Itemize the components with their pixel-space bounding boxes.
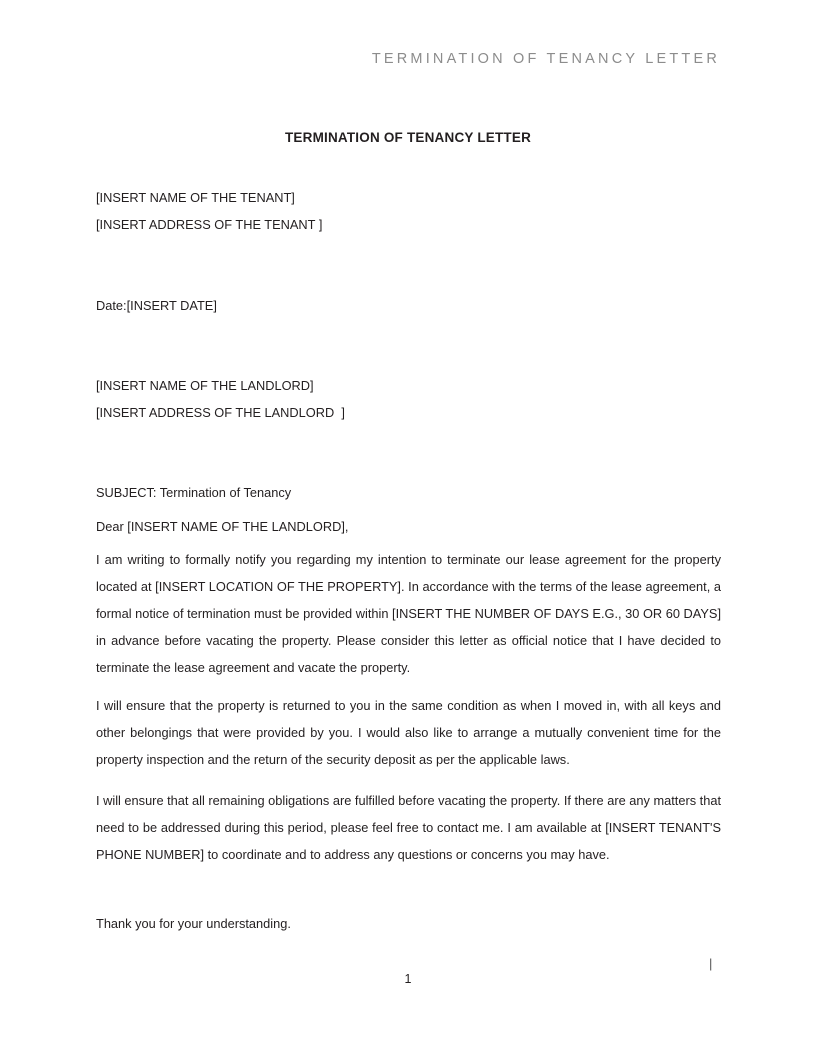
document-title: TERMINATION OF TENANCY LETTER [284, 130, 532, 145]
page-number: 1 [404, 972, 412, 986]
subject-line: SUBJECT: Termination of Tenancy [96, 485, 292, 500]
tenant-address-block [96, 184, 721, 238]
landlord-address-line: [INSERT ADDRESS OF THE LANDLORD ] [96, 405, 345, 420]
paragraph-1-block [96, 546, 721, 681]
running-header-text: TERMINATION OF TENANCY LETTER [371, 51, 720, 67]
salutation-block [96, 513, 721, 540]
closing-block [96, 910, 721, 937]
closing-thanks-line: Thank you for your understanding. [96, 916, 291, 931]
paragraph-1: I am writing to formally notify you regarding my intention to terminate our lease agreement for the property located at [INSERT LOCATION OF THE PROPERTY]. In accordance with the terms of the lease agreement, a formal notice of termination must be provided within [INSERT THE NUMBER OF DAYS E.G., 30 OR 60 DAYS] in advance before vacating the property. Please consider this letter as official notice that I have decided to terminate the lease agreement and vacate the property. [96, 552, 721, 675]
paragraph-2-block [96, 692, 721, 773]
date-line: Date:[INSERT DATE] [96, 298, 217, 313]
tenant-name-line: [INSERT NAME OF THE TENANT] [96, 190, 295, 205]
running-header [96, 44, 720, 74]
paragraph-3-block [96, 787, 721, 868]
tenant-address-line: [INSERT ADDRESS OF THE TENANT ] [96, 217, 323, 232]
landlord-address-block [96, 372, 721, 426]
date-block [96, 292, 721, 319]
landlord-name-line: [INSERT NAME OF THE LANDLORD] [96, 378, 314, 393]
subject-block [96, 479, 721, 506]
paragraph-2: I will ensure that the property is returned to you in the same condition as when I moved in, with all keys and other belongings that were provided by you. I would also like to arrange a mutually convenient time for the property inspection and the return of the security deposit as per the applicable laws. [96, 698, 721, 767]
paragraph-3: I will ensure that all remaining obligations are fulfilled before vacating the property. If there are any matters that need to be addressed during this period, please feel free to contact me. I am available at [INSERT TENANT'S PHONE NUMBER] to coordinate and to address any questions or concerns you may have. [96, 793, 722, 862]
salutation-line: Dear [INSERT NAME OF THE LANDLORD], [96, 519, 349, 534]
text-cursor: | [709, 956, 713, 971]
